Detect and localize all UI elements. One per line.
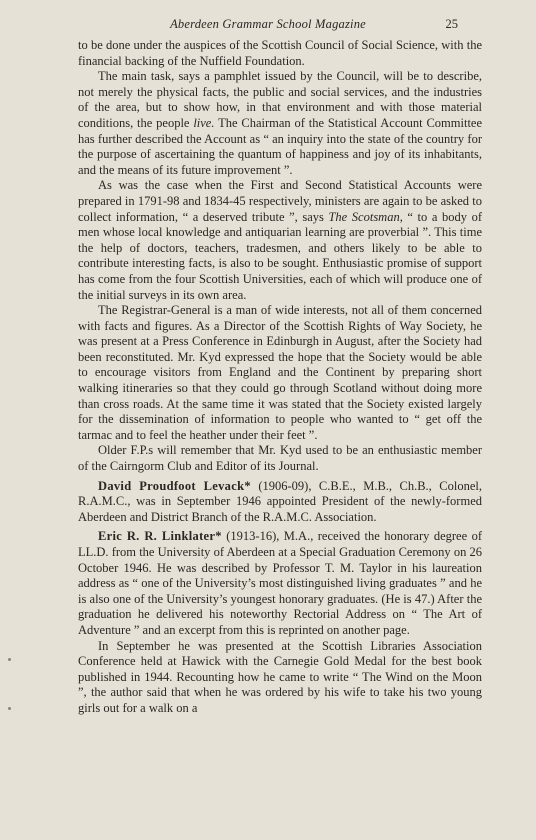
paragraph-text: The main task, says a pamphlet issued by the Council, will be to describe, not merely the physical facts, the public and social services, and the industries of the area, but to show how, in that environment and with those material conditions, the people — [78, 69, 482, 130]
paragraph-text: As was the case when the First and Second Statistical Accounts were prepared in 1791-98 and 1834-45 respectively, ministers are again to be asked to collect information, “ a deserved tribute ”, says — [78, 178, 482, 224]
paragraph-text: The Chairman of the Statistical Account Committee has further described the Account as “ an inquiry into the state of the country for the purpose of ascertaining the quantum of happiness and joy of its inhabitants, and the means of its future improvement ”. — [78, 115, 483, 177]
margin-speck — [8, 707, 11, 710]
paragraph-text: “ to a body of men whose local knowledge and antiquarian learning are proverbial ”. This time the help of doctors, teachers, tradesmen, and others likely to be able to contribute interesting facts, is also to be sought. Enthusiastic promise of support has come from the four Scottish Universities, each of which will produce one of the initial surveys in its own area. — [78, 209, 482, 302]
running-header — [78, 17, 458, 35]
italic-text: The Scotsman, — [328, 209, 403, 224]
paragraph-linklater — [78, 529, 482, 638]
paragraph-carnegie-medal: In September he was presented at the Scottish Libraries Association Conference held at Hawick with the Carnegie Gold Medal for the best book published in 1944. Recounting how he came to write “ The Wind on the Moon ”, the author said that when he was ordered by his wife to take his two young girls out for a walk on a — [78, 638, 482, 715]
article-body — [78, 38, 482, 717]
person-name: David Proudfoot Levack* — [98, 478, 251, 493]
paragraph-levack — [78, 479, 482, 526]
paragraph-registrar-general: The Registrar-General is a man of wide interests, not all of them concerned with facts and figures. As a Director of the Scottish Rights of Way Society, he was present at a Press Conference in Edinburgh in August, after the Society had been reconstituted. Mr. Kyd expressed the hope that the Society would be able to encourage visitors from England and the Continent by preparing short walking itineraries so that they could go through Scotland without doing more than cross roads. At the same time it was stated that the Society existed largely for the dissemination of information to people who wanted to “ get off the tarmac and to feel the heather under their feet ”. — [78, 303, 482, 442]
person-name: Eric R. R. Linklater* — [98, 529, 222, 544]
margin-speck — [8, 658, 11, 661]
paragraph-text: (1906-09), C.B.E., M.B., Ch.B., Colonel, R.A.M.C., was in September 1946 appointed President of the newly-formed Aberdeen and District Branch of the R.A.M.C. Association. — [78, 478, 482, 524]
italic-text: live. — [193, 115, 215, 130]
paragraph-statistical-accounts — [78, 178, 482, 303]
paragraph-main-task — [78, 69, 482, 178]
paragraph-continued: to be done under the auspices of the Scottish Council of Social Science, with the financial backing of the Nuffield Foundation. — [78, 38, 482, 68]
paragraph-text: (1913-16), M.A., received the honorary degree of LL.D. from the University of Aberdeen at a Special Graduation Ceremony on 26 October 1946. He was described by Professor T. M. Taylor in his laureation address as “ one of the University’s most distinguished living graduates ” and he is also one of the University’s youngest honorary graduates. (He is 47.) After the graduation he delivered his noteworthy Rectorial Address on “ The Art of Adventure ” and an excerpt from this is reprinted on another page. — [78, 529, 482, 637]
paragraph-older-fps: Older F.P.s will remember that Mr. Kyd used to be an enthusiastic member of the Cairngorm Club and Editor of its Journal. — [78, 443, 482, 474]
page-number: 25 — [445, 17, 458, 31]
running-title: Aberdeen Grammar School Magazine — [170, 17, 366, 31]
